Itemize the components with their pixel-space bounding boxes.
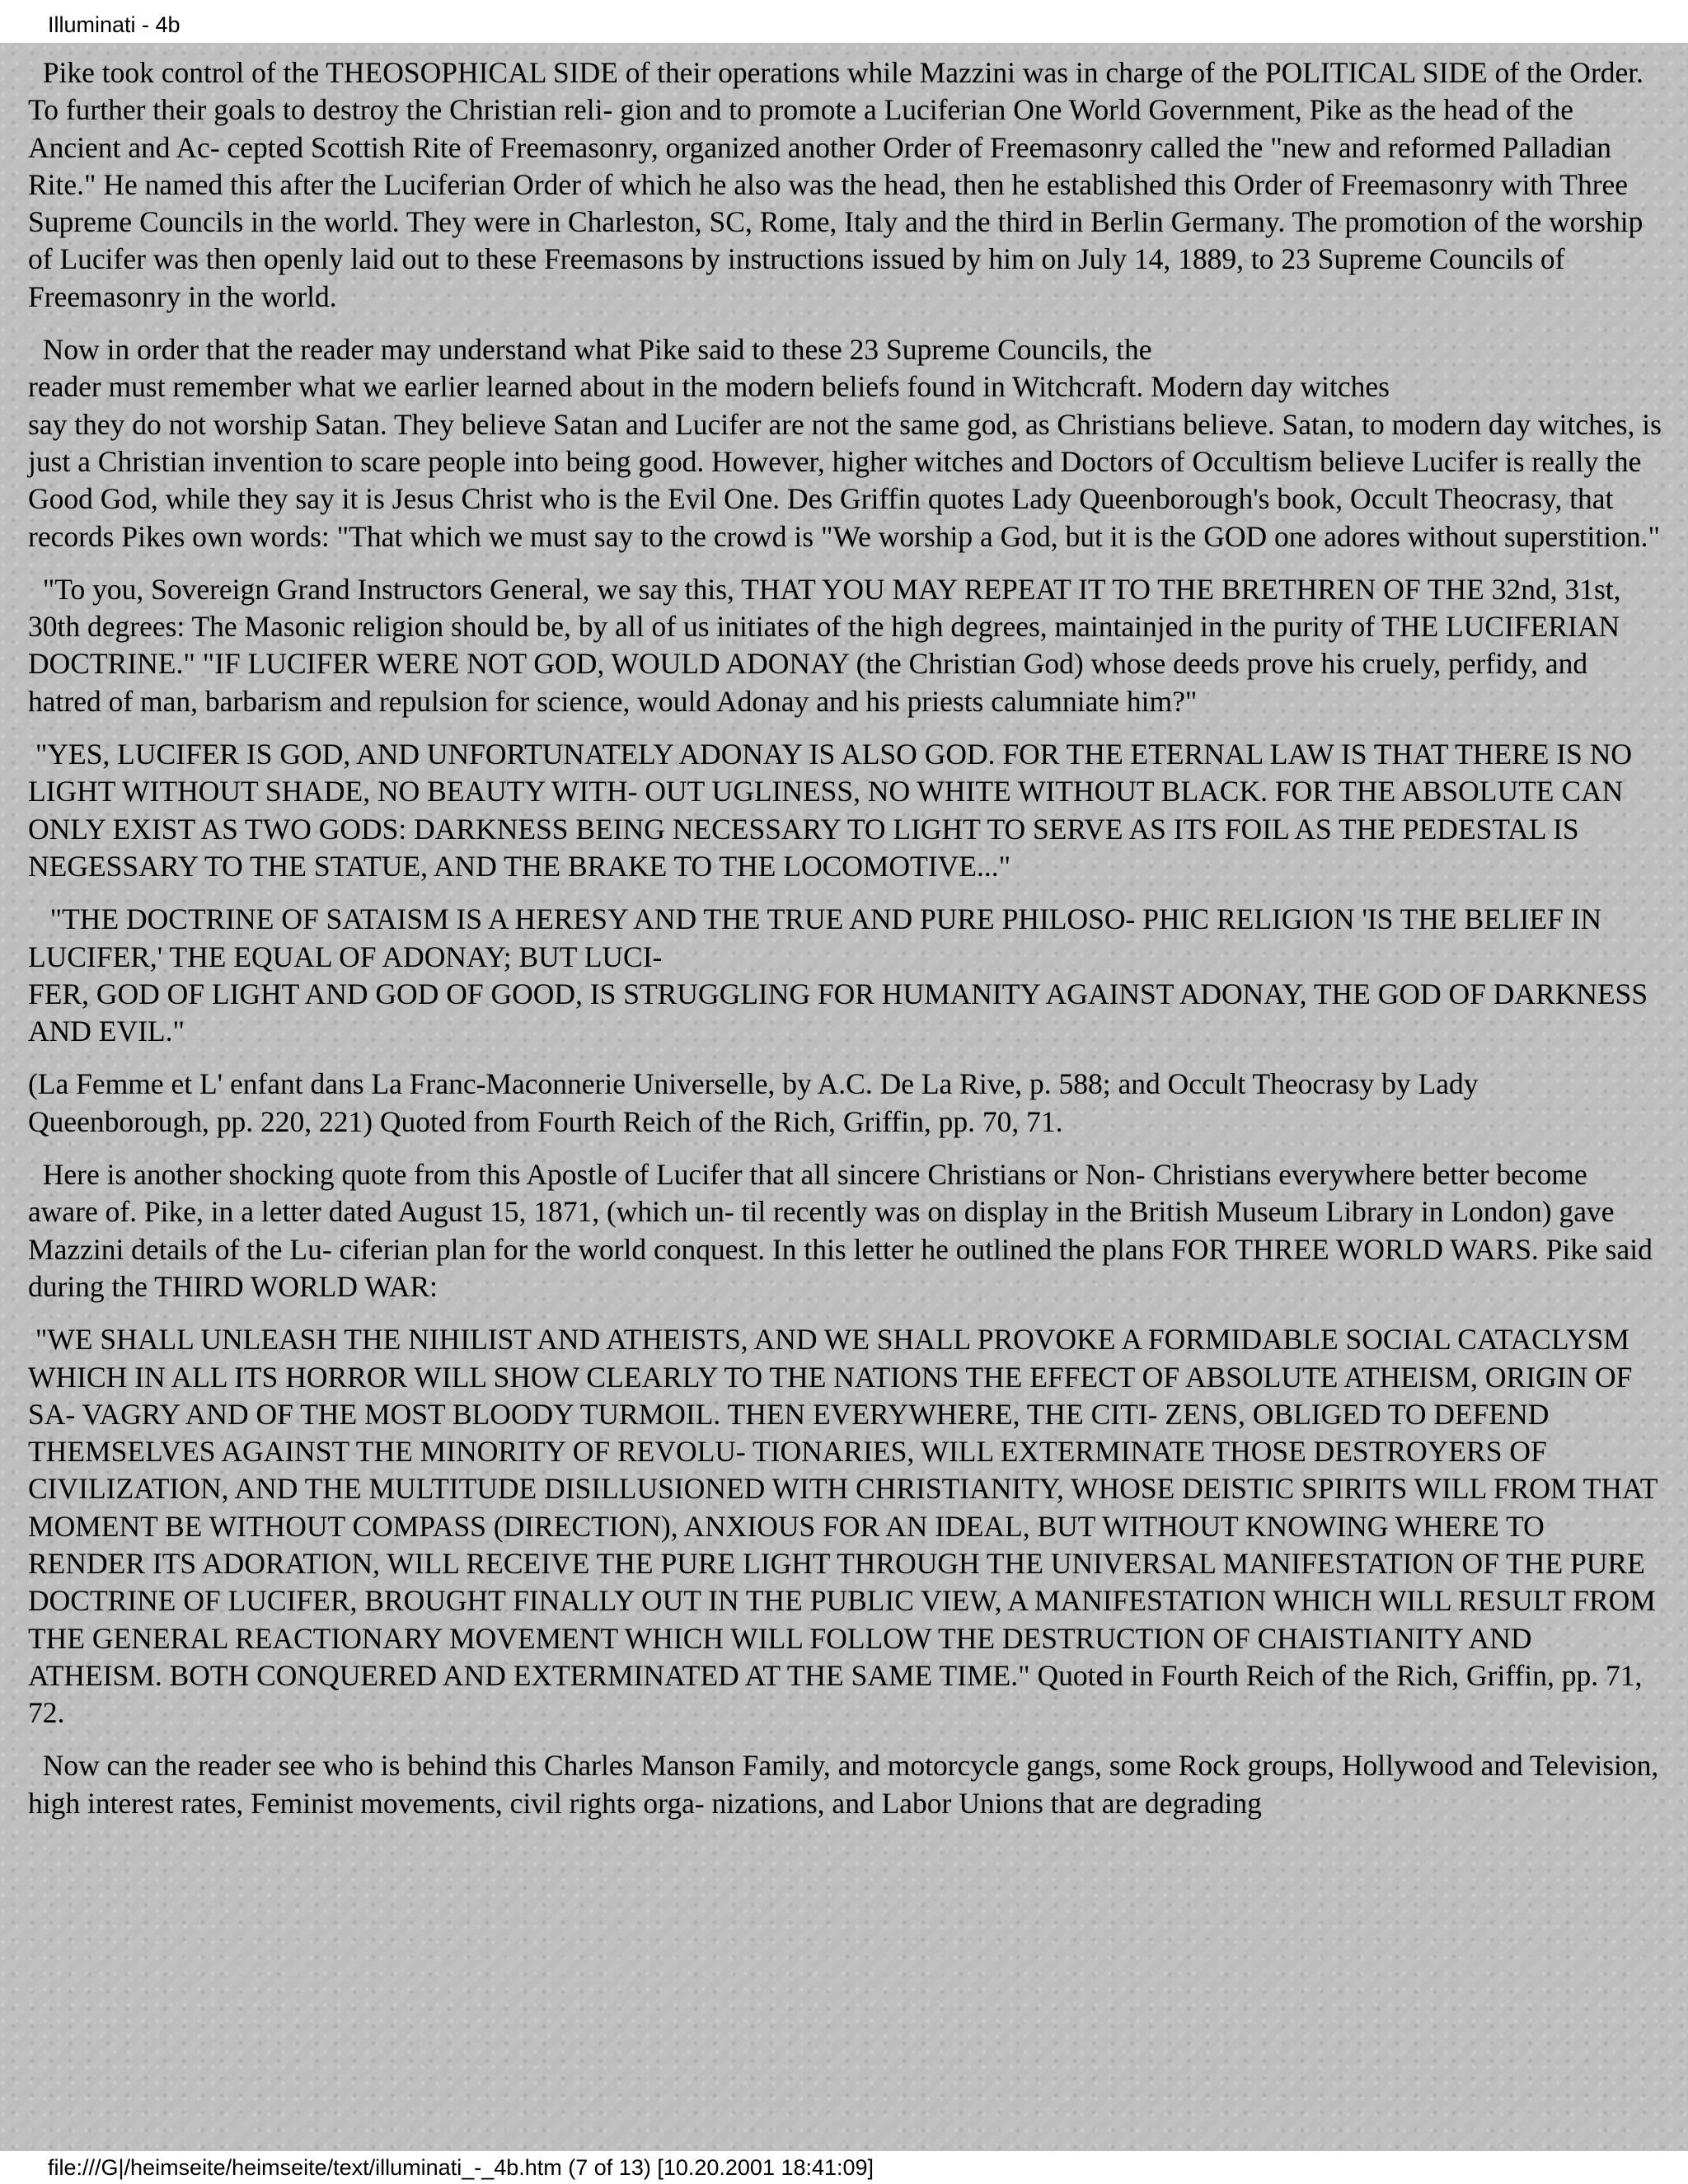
textured-document-page <box>0 43 1688 2151</box>
paragraph-lucifer-is-god-quote: "YES, LUCIFER IS GOD, AND UNFORTUNATELY ADONAY IS ALSO GOD. FOR THE ETERNAL LAW IS THAT THERE IS NO LIGHT WITHOUT SHADE, NO BEAUTY WITH- OUT UGLINESS, NO WHITE WITHOUT BLACK. FOR THE ABSOLUTE CAN ONLY EXIST AS TWO GODS: DARKNESS BEING NECESSARY TO LIGHT TO SERVE AS ITS FOIL AS THE PEDESTAL IS NEGESSARY TO THE STATUE, AND THE BRAKE TO THE LOCOMOTIVE..." <box>28 738 1639 883</box>
paragraph-citation: (La Femme et L' enfant dans La Franc-Maconnerie Universelle, by A.C. De La Rive, p. 588; and Occult Theocrasy by Lady Queenborough, pp. 220, 221) Quoted from Fourth Reich of the Rich, Griffin, pp. 70, 71. <box>28 1067 1486 1138</box>
print-footer-file-path: file:///G|/heimseite/heimseite/text/illuminati_-_4b.htm (7 of 13) [10.20.2001 18:41:09] <box>48 2155 874 2180</box>
paragraph-pike-theosophical-side: Pike took control of the THEOSOPHICAL SIDE of their operations while Mazzini was in charge of the POLITICAL SIDE of the Order. To further their goals to destroy the Christian reli- gion and to promote a Luciferian One World Government, Pike as the head of the Ancient and Ac- cepted Scottish Rite of Freemasonry, organized another Order of Freemasonry called the "new and reformed Palladian Rite." He named this after the Luciferian Order of which he also was the head, then he established this Order of Freemasonry with Three Supreme Councils in the world. They were in Charleston, SC, Rome, Italy and the third in Berlin Germany. The promotion of the worship of Lucifer was then openly laid out to these Freemasons by instructions issued by him on July 14, 1889, to 23 Supreme Councils of Freemasonry in the world. <box>28 56 1651 313</box>
paragraph-reader-question: Now can the reader see who is behind this Charles Manson Family, and motorcycle gangs, some Rock groups, Hollywood and Television, high interest rates, Feminist movements, civil rights orga- nizations, and Labor Unions that are degrading <box>28 1749 1667 1820</box>
paragraph-three-world-wars: Here is another shocking quote from this Apostle of Lucifer that all sincere Christians or Non- Christians everywhere better become aware of. Pike, in a letter dated August 15, 1871, (which un- til recently was on display in the British Museum Library in London) gave Mazzini details of the Lu- ciferian plan for the world conquest. In this letter he outlined the plans FOR THREE WORLD WARS. Pike said during the THIRD WORLD WAR: <box>28 1158 1660 1303</box>
paragraph-satanism-heresy-quote: "THE DOCTRINE OF SATAISM IS A HERESY AND THE TRUE AND PURE PHILOSO- PHIC RELIGION 'IS THE BELIEF IN LUCIFER,' THE EQUAL OF ADONAY; BUT LUCI- FER, GOD OF LIGHT AND GOD OF GOOD, IS STRUGGLING FOR HUMANITY AGAINST ADONAY, THE GOD OF DARKNESS AND EVIL." <box>28 902 1648 1048</box>
print-header-title: Illuminati - 4b <box>48 12 181 37</box>
paragraph-supreme-councils-quote: "To you, Sovereign Grand Instructors General, we say this, THAT YOU MAY REPEAT IT TO THE BRETHREN OF THE 32nd, 31st, 30th degrees: The Masonic religion should be, by all of us initiates of the high degrees, maintainjed in the purity of THE LUCIFERIAN DOCTRINE." "IF LUCIFER WERE NOT GOD, WOULD ADONAY (the Christian God) whose deeds prove his cruely, perfidy, and hatred of man, barbarism and repulsion for science, would Adonay and his priests calumniate him?" <box>28 572 1629 718</box>
paragraph-witchcraft-beliefs: Now in order that the reader may understand what Pike said to these 23 Supreme Councils, the reader must remember what we earlier learned about in the modern beliefs found in Witchcraft. Modern day witches say they do not worship Satan. They believe Satan and Lucifer are not the same god, as Christians believe. Satan, to modern day witches, is just a Christian invention to scare people into being good. However, higher witches and Doctors of Occultism believe Lucifer is really the Good God, while they say it is Jesus Christ who is the Evil One. Des Griffin quotes Lady Queenborough's book, Occult Theocrasy, that records Pikes own words: "That which we must say to the crowd is "We worship a God, but it is the GOD one adores without superstition." <box>28 333 1662 553</box>
article-content <box>28 54 1667 1838</box>
paragraph-third-world-war-quote: "WE SHALL UNLEASH THE NIHILIST AND ATHEISTS, AND WE SHALL PROVOKE A FORMIDABLE SOCIAL CATACLYSM WHICH IN ALL ITS HORROR WILL SHOW CLEARLY TO THE NATIONS THE EFFECT OF ABSOLUTE ATHEISM, ORIGIN OF SA- VAGRY AND OF THE MOST BLOODY TURMOIL. THEN EVERYWHERE, THE CITI- ZENS, OBLIGED TO DEFEND THEMSELVES AGAINST THE MINORITY OF REVOLU- TIONARIES, WILL EXTERMINATE THOSE DESTROYERS OF CIVILIZATION, AND THE MULTITUDE DISILLUSIONED WITH CHRISTIANITY, WHOSE DEISTIC SPIRITS WILL FROM THAT MOMENT BE WITHOUT COMPASS (DIRECTION), ANXIOUS FOR AN IDEAL, BUT WITHOUT KNOWING WHERE TO RENDER ITS ADORATION, WILL RECEIVE THE PURE LIGHT THROUGH THE UNIVERSAL MANIFESTATION OF THE PURE DOCTRINE OF LUCIFER, BROUGHT FINALLY OUT IN THE PUBLIC VIEW, A MANIFESTATION WHICH WILL RESULT FROM THE GENERAL REACTIONARY MOVEMENT WHICH WILL FOLLOW THE DESTRUCTION OF CHAISTIANITY AND ATHEISM. BOTH CONQUERED AND EXTERMINATED AT THE SAME TIME." Quoted in Fourth Reich of the Rich, Griffin, pp. 71, 72. <box>28 1323 1665 1730</box>
